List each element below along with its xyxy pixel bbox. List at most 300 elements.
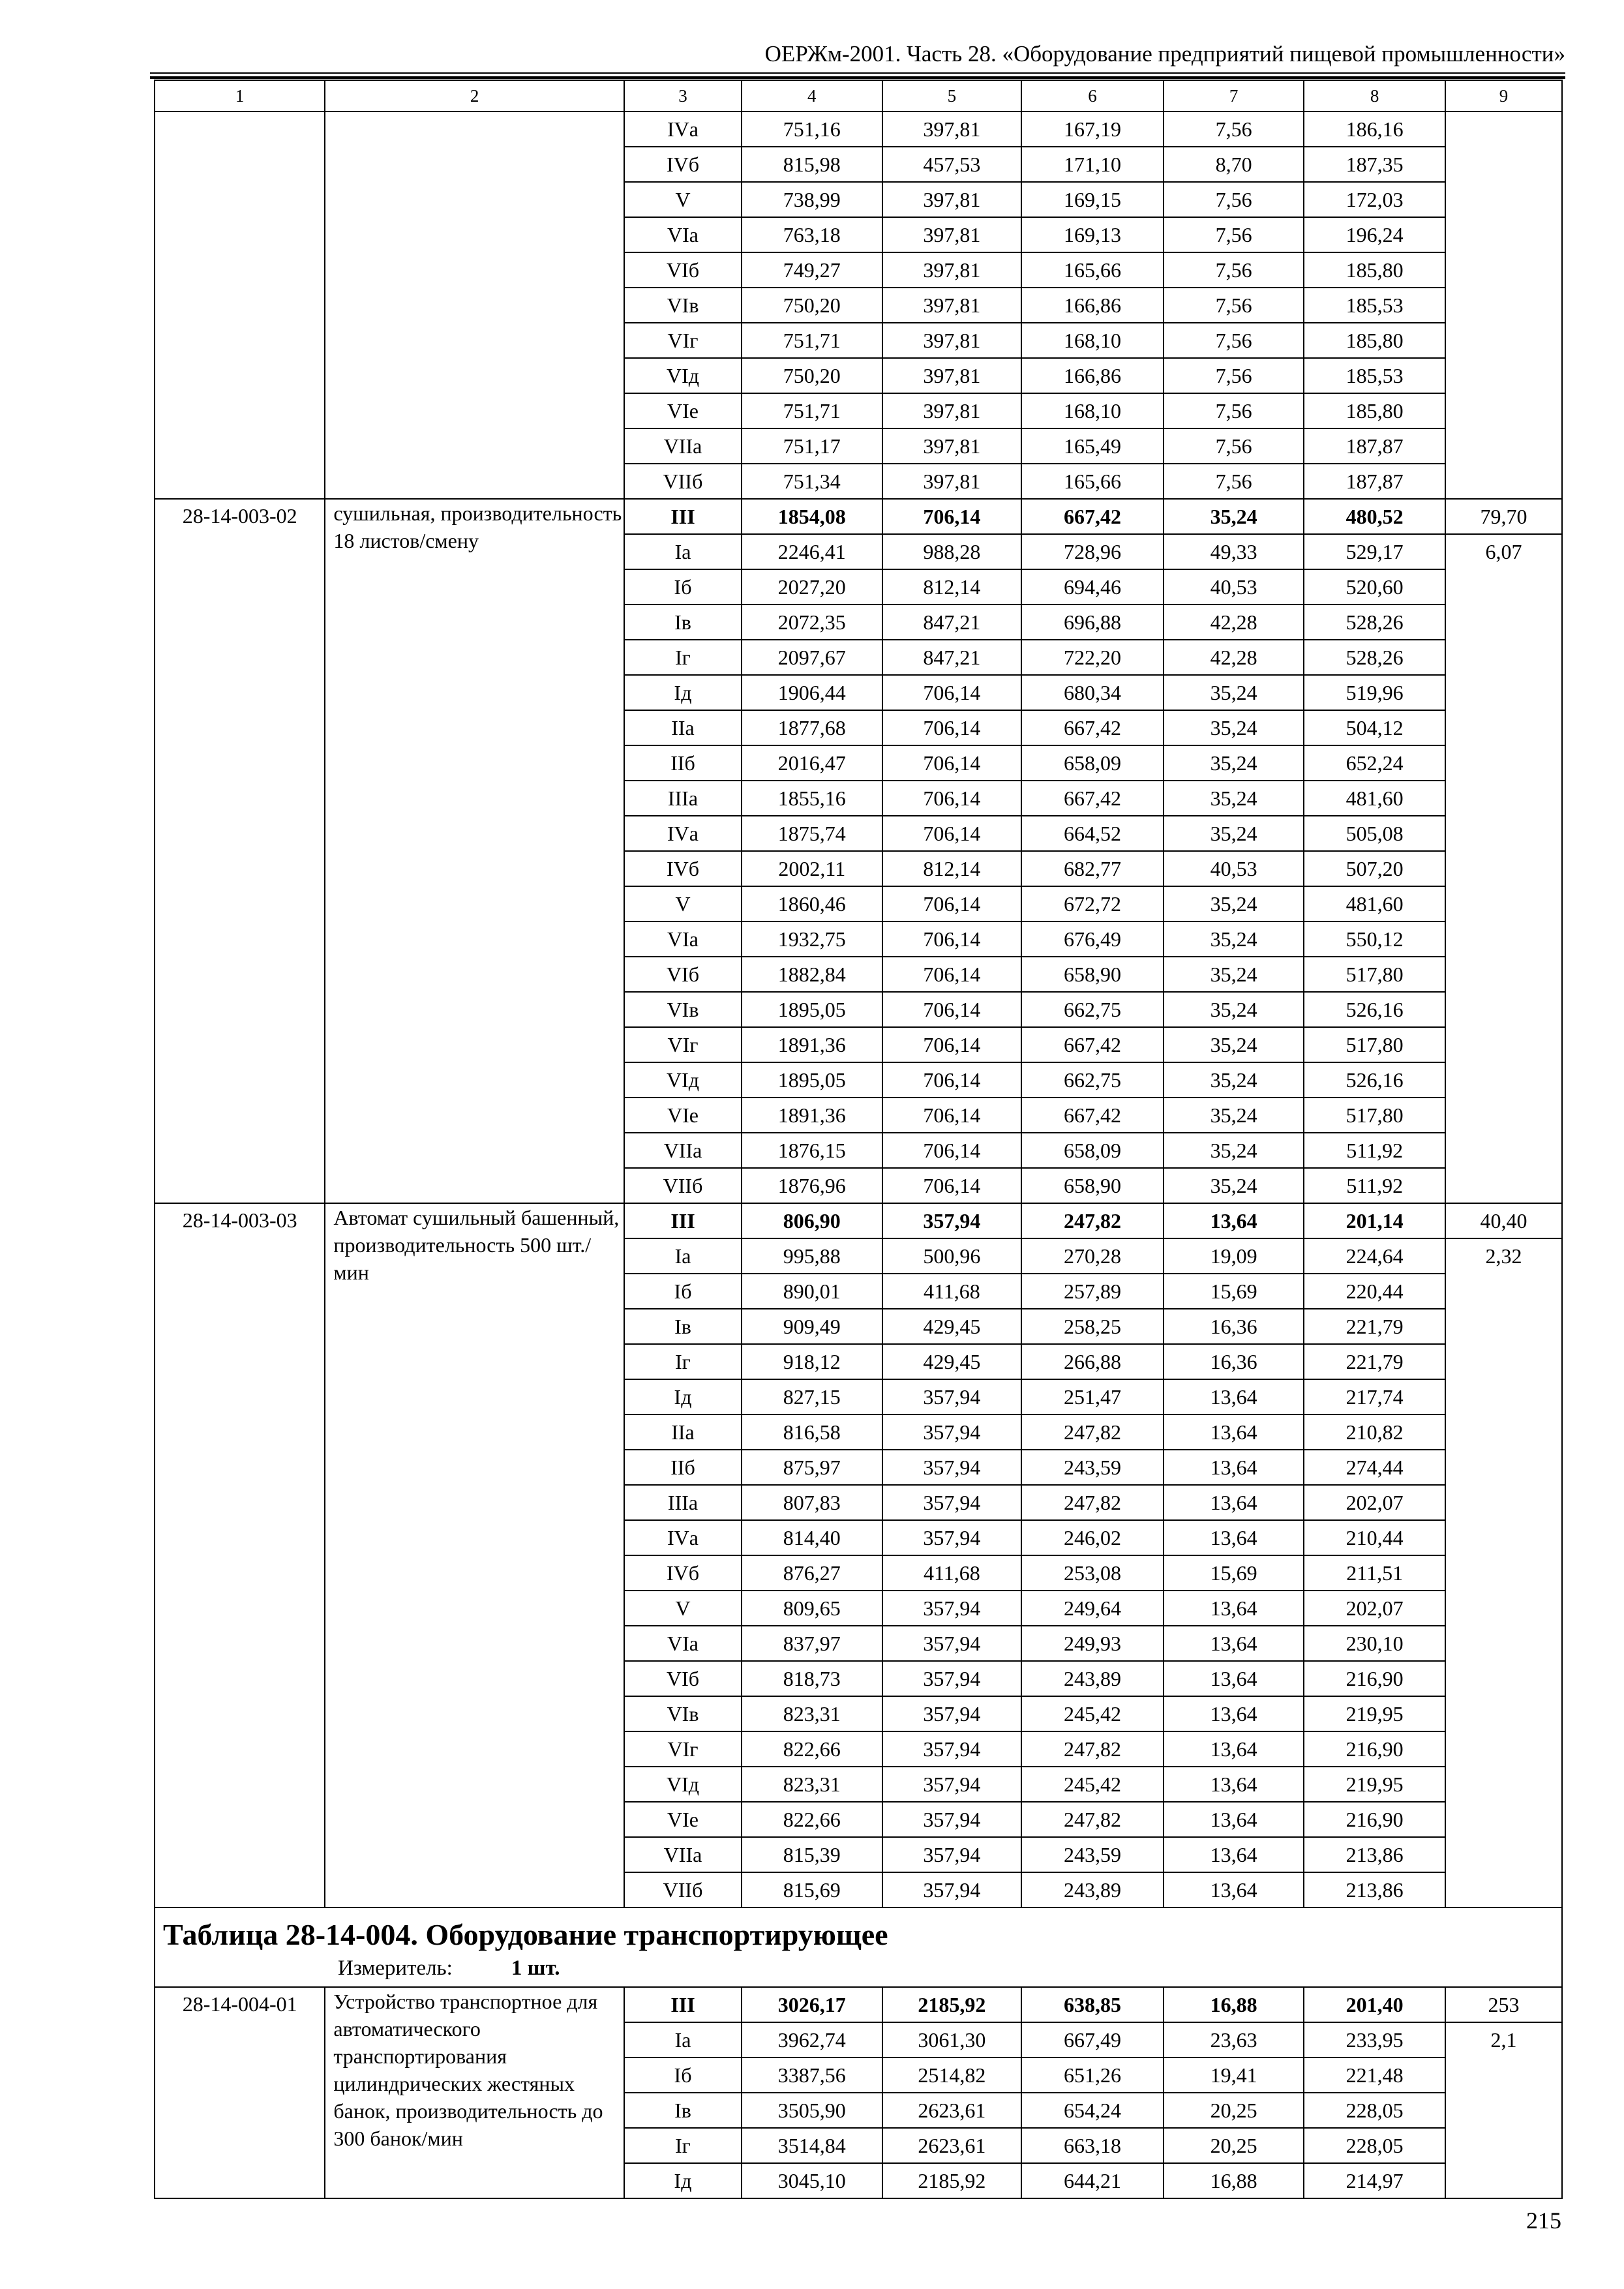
- value-cell: 2514,82: [882, 2057, 1022, 2093]
- value-cell: 751,16: [742, 112, 882, 147]
- column-number: 7: [1164, 80, 1304, 112]
- measure-value: 1 шт.: [511, 1956, 560, 1980]
- value-cell: 890,01: [742, 1274, 882, 1309]
- region-cell: VIIб: [624, 1168, 742, 1203]
- index-cell: 2,32: [1445, 1238, 1562, 1908]
- value-cell: 257,89: [1021, 1274, 1164, 1309]
- value-cell: 2097,67: [742, 640, 882, 675]
- region-cell: VIв: [624, 1696, 742, 1731]
- region-cell: VIIа: [624, 1837, 742, 1872]
- value-cell: 246,02: [1021, 1520, 1164, 1555]
- price-table: [154, 80, 1563, 2199]
- value-cell: 196,24: [1304, 217, 1445, 252]
- value-cell: 706,14: [882, 1062, 1022, 1098]
- region-cell: VIе: [624, 393, 742, 428]
- value-cell: 812,14: [882, 569, 1022, 605]
- value-cell: 823,31: [742, 1767, 882, 1802]
- value-cell: 19,09: [1164, 1238, 1304, 1274]
- region-cell: VIг: [624, 1731, 742, 1767]
- value-cell: 847,21: [882, 605, 1022, 640]
- value-cell: 357,94: [882, 1203, 1022, 1238]
- value-cell: 249,64: [1021, 1591, 1164, 1626]
- value-cell: 706,14: [882, 886, 1022, 921]
- value-cell: 258,25: [1021, 1309, 1164, 1344]
- value-cell: 35,24: [1164, 1062, 1304, 1098]
- value-cell: 213,86: [1304, 1837, 1445, 1872]
- value-cell: 13,64: [1164, 1696, 1304, 1731]
- value-cell: 676,49: [1021, 921, 1164, 957]
- value-cell: 1854,08: [742, 499, 882, 534]
- value-cell: 2002,11: [742, 851, 882, 886]
- value-cell: 397,81: [882, 464, 1022, 499]
- value-cell: 2072,35: [742, 605, 882, 640]
- value-cell: 16,36: [1164, 1309, 1304, 1344]
- value-cell: 397,81: [882, 217, 1022, 252]
- value-cell: 13,64: [1164, 1591, 1304, 1626]
- region-cell: VIIа: [624, 1133, 742, 1168]
- column-number: 1: [155, 80, 325, 112]
- value-cell: 228,05: [1304, 2093, 1445, 2128]
- value-cell: 7,56: [1164, 323, 1304, 358]
- value-cell: 1855,16: [742, 781, 882, 816]
- name-cell: сушильная, производительность 18 листов/смену: [325, 499, 624, 1203]
- value-cell: 210,44: [1304, 1520, 1445, 1555]
- value-cell: 202,07: [1304, 1591, 1445, 1626]
- value-cell: 35,24: [1164, 710, 1304, 745]
- region-cell: VIа: [624, 921, 742, 957]
- region-cell: Iг: [624, 1344, 742, 1379]
- code-cell: 28-14-003-02: [155, 499, 325, 1203]
- value-cell: 2016,47: [742, 745, 882, 781]
- value-cell: 751,71: [742, 323, 882, 358]
- value-cell: 823,31: [742, 1696, 882, 1731]
- page-number: 215: [1526, 2207, 1561, 2234]
- value-cell: 658,90: [1021, 1168, 1164, 1203]
- value-cell: 528,26: [1304, 605, 1445, 640]
- value-cell: 667,42: [1021, 781, 1164, 816]
- value-cell: 706,14: [882, 1098, 1022, 1133]
- value-cell: 185,80: [1304, 323, 1445, 358]
- value-cell: 15,69: [1164, 1555, 1304, 1591]
- value-cell: 20,25: [1164, 2093, 1304, 2128]
- region-cell: VIа: [624, 217, 742, 252]
- value-cell: 481,60: [1304, 886, 1445, 921]
- index-cell: 79,70: [1445, 499, 1562, 534]
- value-cell: 1891,36: [742, 1098, 882, 1133]
- value-cell: 42,28: [1164, 605, 1304, 640]
- region-cell: Iа: [624, 2022, 742, 2057]
- region-cell: VIIб: [624, 1872, 742, 1908]
- region-cell: Iг: [624, 2128, 742, 2163]
- value-cell: 16,36: [1164, 1344, 1304, 1379]
- value-cell: 357,94: [882, 1520, 1022, 1555]
- value-cell: 40,53: [1164, 851, 1304, 886]
- value-cell: 357,94: [882, 1696, 1022, 1731]
- value-cell: 13,64: [1164, 1767, 1304, 1802]
- name-cell: [325, 112, 624, 499]
- value-cell: 517,80: [1304, 1098, 1445, 1133]
- value-cell: 165,66: [1021, 252, 1164, 288]
- value-cell: 20,25: [1164, 2128, 1304, 2163]
- value-cell: 876,27: [742, 1555, 882, 1591]
- index-cell: 2,1: [1445, 2022, 1562, 2198]
- value-cell: 19,41: [1164, 2057, 1304, 2093]
- value-cell: 511,92: [1304, 1133, 1445, 1168]
- region-cell: Iв: [624, 1309, 742, 1344]
- value-cell: 251,47: [1021, 1379, 1164, 1414]
- value-cell: 35,24: [1164, 1168, 1304, 1203]
- value-cell: 526,16: [1304, 1062, 1445, 1098]
- value-cell: 35,24: [1164, 886, 1304, 921]
- value-cell: 909,49: [742, 1309, 882, 1344]
- value-cell: 201,14: [1304, 1203, 1445, 1238]
- value-cell: 245,42: [1021, 1696, 1164, 1731]
- measure-label: Измеритель:: [338, 1956, 453, 1980]
- value-cell: 397,81: [882, 358, 1022, 393]
- value-cell: 221,79: [1304, 1344, 1445, 1379]
- value-cell: 815,39: [742, 1837, 882, 1872]
- region-cell: Iа: [624, 1238, 742, 1274]
- value-cell: 750,20: [742, 288, 882, 323]
- value-cell: 519,96: [1304, 675, 1445, 710]
- value-cell: 2623,61: [882, 2128, 1022, 2163]
- region-cell: Iб: [624, 2057, 742, 2093]
- code-cell: 28-14-004-01: [155, 1987, 325, 2198]
- value-cell: 357,94: [882, 1872, 1022, 1908]
- region-cell: VIIа: [624, 428, 742, 464]
- index-cell: 40,40: [1445, 1203, 1562, 1238]
- value-cell: 706,14: [882, 710, 1022, 745]
- value-cell: 221,48: [1304, 2057, 1445, 2093]
- value-cell: 13,64: [1164, 1802, 1304, 1837]
- value-cell: 245,42: [1021, 1767, 1164, 1802]
- value-cell: 243,59: [1021, 1450, 1164, 1485]
- region-cell: VIб: [624, 252, 742, 288]
- value-cell: 357,94: [882, 1767, 1022, 1802]
- index-cell: 6,07: [1445, 534, 1562, 1203]
- value-cell: 274,44: [1304, 1450, 1445, 1485]
- value-cell: 706,14: [882, 992, 1022, 1027]
- region-cell: VIд: [624, 358, 742, 393]
- value-cell: 35,24: [1164, 1027, 1304, 1062]
- value-cell: 818,73: [742, 1661, 882, 1696]
- value-cell: 654,24: [1021, 2093, 1164, 2128]
- region-cell: Iб: [624, 569, 742, 605]
- value-cell: 35,24: [1164, 957, 1304, 992]
- value-cell: 822,66: [742, 1731, 882, 1767]
- value-cell: 2027,20: [742, 569, 882, 605]
- value-cell: 243,89: [1021, 1661, 1164, 1696]
- value-cell: 243,59: [1021, 1837, 1164, 1872]
- value-cell: 706,14: [882, 921, 1022, 957]
- value-cell: 165,66: [1021, 464, 1164, 499]
- region-cell: VIе: [624, 1098, 742, 1133]
- value-cell: 751,34: [742, 464, 882, 499]
- value-cell: 3061,30: [882, 2022, 1022, 2057]
- value-cell: 7,56: [1164, 464, 1304, 499]
- value-cell: 397,81: [882, 393, 1022, 428]
- value-cell: 751,17: [742, 428, 882, 464]
- header-rule-thick: [150, 76, 1565, 79]
- value-cell: 511,92: [1304, 1168, 1445, 1203]
- value-cell: 694,46: [1021, 569, 1164, 605]
- value-cell: 529,17: [1304, 534, 1445, 569]
- value-cell: 528,26: [1304, 640, 1445, 675]
- value-cell: 42,28: [1164, 640, 1304, 675]
- value-cell: 216,90: [1304, 1802, 1445, 1837]
- value-cell: 1895,05: [742, 1062, 882, 1098]
- value-cell: 728,96: [1021, 534, 1164, 569]
- value-cell: 7,56: [1164, 393, 1304, 428]
- value-cell: 763,18: [742, 217, 882, 252]
- region-cell: Iв: [624, 605, 742, 640]
- value-cell: 457,53: [882, 147, 1022, 182]
- value-cell: 658,09: [1021, 745, 1164, 781]
- value-cell: 667,42: [1021, 499, 1164, 534]
- code-cell: [155, 112, 325, 499]
- value-cell: 186,16: [1304, 112, 1445, 147]
- value-cell: 202,07: [1304, 1485, 1445, 1520]
- value-cell: 187,35: [1304, 147, 1445, 182]
- name-cell: Устройство транспортное для автоматического транспортирования цилиндрических жестяных банок, производительность до 300 банок/мин: [325, 1987, 624, 2198]
- value-cell: 15,69: [1164, 1274, 1304, 1309]
- column-number: 2: [325, 80, 624, 112]
- value-cell: 500,96: [882, 1238, 1022, 1274]
- value-cell: 672,72: [1021, 886, 1164, 921]
- value-cell: 166,86: [1021, 288, 1164, 323]
- region-cell: VIб: [624, 957, 742, 992]
- value-cell: 651,26: [1021, 2057, 1164, 2093]
- value-cell: 749,27: [742, 252, 882, 288]
- index-cell: [1445, 112, 1562, 499]
- column-number: 6: [1021, 80, 1164, 112]
- value-cell: 169,13: [1021, 217, 1164, 252]
- value-cell: 13,64: [1164, 1731, 1304, 1767]
- value-cell: 219,95: [1304, 1767, 1445, 1802]
- value-cell: 7,56: [1164, 112, 1304, 147]
- value-cell: 185,80: [1304, 393, 1445, 428]
- value-cell: 185,53: [1304, 288, 1445, 323]
- table-row: [155, 112, 1562, 147]
- value-cell: 827,15: [742, 1379, 882, 1414]
- value-cell: 233,95: [1304, 2022, 1445, 2057]
- region-cell: VIIб: [624, 464, 742, 499]
- value-cell: 706,14: [882, 781, 1022, 816]
- value-cell: 16,88: [1164, 2163, 1304, 2198]
- region-cell: VIг: [624, 323, 742, 358]
- value-cell: 429,45: [882, 1309, 1022, 1344]
- measure-line: [163, 1954, 1561, 1982]
- value-cell: 2185,92: [882, 2163, 1022, 2198]
- value-cell: 270,28: [1021, 1238, 1164, 1274]
- running-header: ОЕРЖм-2001. Часть 28. «Оборудование предприятий пищевой промышленности»: [764, 41, 1565, 67]
- table-row: [155, 499, 1562, 534]
- value-cell: 816,58: [742, 1414, 882, 1450]
- value-cell: 550,12: [1304, 921, 1445, 957]
- value-cell: 219,95: [1304, 1696, 1445, 1731]
- value-cell: 35,24: [1164, 499, 1304, 534]
- column-number: 8: [1304, 80, 1445, 112]
- value-cell: 1876,96: [742, 1168, 882, 1203]
- value-cell: 1875,74: [742, 816, 882, 851]
- value-cell: 35,24: [1164, 745, 1304, 781]
- region-cell: Iб: [624, 1274, 742, 1309]
- value-cell: 16,88: [1164, 1987, 1304, 2022]
- table-row: [155, 1203, 1562, 1238]
- region-cell: VIб: [624, 1661, 742, 1696]
- region-cell: IIIа: [624, 1485, 742, 1520]
- value-cell: 658,90: [1021, 957, 1164, 992]
- value-cell: 2185,92: [882, 1987, 1022, 2022]
- value-cell: 638,85: [1021, 1987, 1164, 2022]
- value-cell: 7,56: [1164, 288, 1304, 323]
- value-cell: 706,14: [882, 1027, 1022, 1062]
- value-cell: 249,93: [1021, 1626, 1164, 1661]
- value-cell: 13,64: [1164, 1520, 1304, 1555]
- region-cell: III: [624, 1203, 742, 1238]
- value-cell: 3514,84: [742, 2128, 882, 2163]
- value-cell: 266,88: [1021, 1344, 1164, 1379]
- value-cell: 35,24: [1164, 675, 1304, 710]
- value-cell: 247,82: [1021, 1802, 1164, 1837]
- value-cell: 875,97: [742, 1450, 882, 1485]
- value-cell: 1876,15: [742, 1133, 882, 1168]
- value-cell: 722,20: [1021, 640, 1164, 675]
- value-cell: 40,53: [1164, 569, 1304, 605]
- value-cell: 357,94: [882, 1414, 1022, 1450]
- value-cell: 1932,75: [742, 921, 882, 957]
- value-cell: 667,42: [1021, 1027, 1164, 1062]
- value-cell: 837,97: [742, 1626, 882, 1661]
- value-cell: 165,49: [1021, 428, 1164, 464]
- value-cell: 3505,90: [742, 2093, 882, 2128]
- value-cell: 3962,74: [742, 2022, 882, 2057]
- value-cell: 172,03: [1304, 182, 1445, 217]
- value-cell: 216,90: [1304, 1731, 1445, 1767]
- value-cell: 247,82: [1021, 1485, 1164, 1520]
- region-cell: IIа: [624, 1414, 742, 1450]
- region-cell: IIб: [624, 1450, 742, 1485]
- value-cell: 230,10: [1304, 1626, 1445, 1661]
- region-cell: III: [624, 499, 742, 534]
- region-cell: V: [624, 886, 742, 921]
- value-cell: 13,64: [1164, 1203, 1304, 1238]
- value-cell: 211,51: [1304, 1555, 1445, 1591]
- region-cell: VIд: [624, 1767, 742, 1802]
- value-cell: 228,05: [1304, 2128, 1445, 2163]
- value-cell: 247,82: [1021, 1203, 1164, 1238]
- value-cell: 662,75: [1021, 1062, 1164, 1098]
- value-cell: 357,94: [882, 1379, 1022, 1414]
- region-cell: IVб: [624, 1555, 742, 1591]
- value-cell: 168,10: [1021, 393, 1164, 428]
- value-cell: 7,56: [1164, 182, 1304, 217]
- value-cell: 411,68: [882, 1555, 1022, 1591]
- value-cell: 357,94: [882, 1661, 1022, 1696]
- value-cell: 35,24: [1164, 781, 1304, 816]
- value-cell: 751,71: [742, 393, 882, 428]
- value-cell: 680,34: [1021, 675, 1164, 710]
- column-number: 3: [624, 80, 742, 112]
- value-cell: 357,94: [882, 1802, 1022, 1837]
- value-cell: 814,40: [742, 1520, 882, 1555]
- table-title: Таблица 28-14-004. Оборудование транспортирующее: [163, 1918, 888, 1951]
- value-cell: 13,64: [1164, 1414, 1304, 1450]
- value-cell: 658,09: [1021, 1133, 1164, 1168]
- value-cell: 247,82: [1021, 1731, 1164, 1767]
- region-cell: Iв: [624, 2093, 742, 2128]
- value-cell: 918,12: [742, 1344, 882, 1379]
- region-cell: V: [624, 182, 742, 217]
- region-cell: IIб: [624, 745, 742, 781]
- value-cell: 1882,84: [742, 957, 882, 992]
- value-cell: 13,64: [1164, 1837, 1304, 1872]
- region-cell: IVб: [624, 851, 742, 886]
- value-cell: 35,24: [1164, 992, 1304, 1027]
- value-cell: 213,86: [1304, 1872, 1445, 1908]
- value-cell: 667,42: [1021, 710, 1164, 745]
- value-cell: 397,81: [882, 252, 1022, 288]
- value-cell: 13,64: [1164, 1379, 1304, 1414]
- value-cell: 13,64: [1164, 1661, 1304, 1696]
- value-cell: 185,80: [1304, 252, 1445, 288]
- value-cell: 738,99: [742, 182, 882, 217]
- region-cell: VIв: [624, 288, 742, 323]
- value-cell: 815,98: [742, 147, 882, 182]
- value-cell: 13,64: [1164, 1872, 1304, 1908]
- value-cell: 187,87: [1304, 428, 1445, 464]
- value-cell: 822,66: [742, 1802, 882, 1837]
- value-cell: 166,86: [1021, 358, 1164, 393]
- value-cell: 49,33: [1164, 534, 1304, 569]
- region-cell: VIе: [624, 1802, 742, 1837]
- index-cell: 253: [1445, 1987, 1562, 2022]
- value-cell: 357,94: [882, 1731, 1022, 1767]
- value-cell: 526,16: [1304, 992, 1445, 1027]
- table-title-row: [155, 1908, 1562, 1987]
- value-cell: 429,45: [882, 1344, 1022, 1379]
- value-cell: 13,64: [1164, 1626, 1304, 1661]
- value-cell: 3026,17: [742, 1987, 882, 2022]
- value-cell: 505,08: [1304, 816, 1445, 851]
- value-cell: 253,08: [1021, 1555, 1164, 1591]
- value-cell: 23,63: [1164, 2022, 1304, 2057]
- name-cell: Автомат сушильный башенный, производительность 500 шт./мин: [325, 1203, 624, 1908]
- value-cell: 507,20: [1304, 851, 1445, 886]
- value-cell: 397,81: [882, 323, 1022, 358]
- column-number-row: [155, 80, 1562, 112]
- value-cell: 171,10: [1021, 147, 1164, 182]
- value-cell: 397,81: [882, 112, 1022, 147]
- value-cell: 397,81: [882, 428, 1022, 464]
- value-cell: 13,64: [1164, 1450, 1304, 1485]
- value-cell: 995,88: [742, 1238, 882, 1274]
- value-cell: 397,81: [882, 288, 1022, 323]
- table-body: [155, 80, 1562, 2198]
- value-cell: 706,14: [882, 499, 1022, 534]
- table-row: [155, 1987, 1562, 2022]
- value-cell: 357,94: [882, 1837, 1022, 1872]
- table-title-cell: [155, 1908, 1562, 1987]
- value-cell: 847,21: [882, 640, 1022, 675]
- value-cell: 750,20: [742, 358, 882, 393]
- value-cell: 411,68: [882, 1274, 1022, 1309]
- value-cell: 988,28: [882, 534, 1022, 569]
- column-number: 9: [1445, 80, 1562, 112]
- value-cell: 706,14: [882, 957, 1022, 992]
- region-cell: Iд: [624, 675, 742, 710]
- value-cell: 35,24: [1164, 1133, 1304, 1168]
